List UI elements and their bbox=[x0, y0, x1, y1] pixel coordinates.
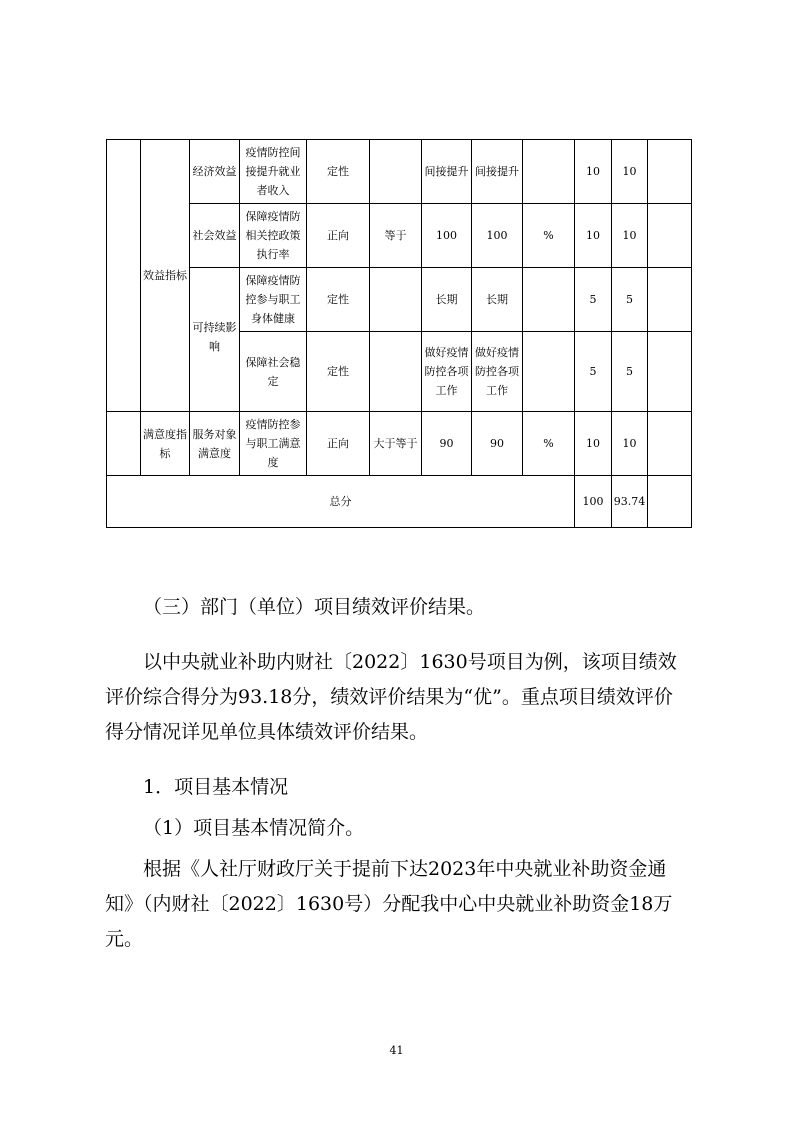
weight-cell: 5 bbox=[575, 268, 612, 332]
actual-cell: 100 bbox=[472, 204, 523, 268]
total-row bbox=[107, 476, 692, 528]
target-cell: 间接提升 bbox=[422, 140, 472, 204]
empty-cell bbox=[648, 332, 692, 412]
empty-cell bbox=[648, 476, 692, 528]
empty-cell bbox=[648, 140, 692, 204]
operator-cell: 大于等于 bbox=[370, 412, 422, 476]
list-item-heading: 1．项目基本情况 bbox=[143, 776, 289, 798]
weight-cell: 10 bbox=[575, 412, 612, 476]
total-label-cell: 总分 bbox=[107, 476, 575, 528]
table-row bbox=[107, 412, 692, 476]
operator-cell bbox=[370, 268, 422, 332]
empty-cell bbox=[648, 412, 692, 476]
category-cell: 效益指标 bbox=[141, 140, 190, 412]
indicator-cell: 保障社会稳定 bbox=[240, 332, 307, 412]
target-cell: 长期 bbox=[422, 268, 472, 332]
empty-cell bbox=[648, 204, 692, 268]
operator-cell: 等于 bbox=[370, 204, 422, 268]
operator-cell bbox=[370, 332, 422, 412]
target-cell: 90 bbox=[422, 412, 472, 476]
unit-cell: % bbox=[523, 204, 575, 268]
category-cell: 满意度指标 bbox=[141, 412, 190, 476]
operator-cell bbox=[370, 140, 422, 204]
sub-indicator-cell: 服务对象满意度 bbox=[190, 412, 240, 476]
nature-cell: 定性 bbox=[307, 268, 370, 332]
table-row bbox=[107, 268, 692, 332]
target-cell: 100 bbox=[422, 204, 472, 268]
sub-indicator-cell: 可持续影响 bbox=[190, 268, 240, 412]
unit-cell bbox=[523, 332, 575, 412]
actual-cell: 间接提升 bbox=[472, 140, 523, 204]
score-cell: 10 bbox=[612, 140, 648, 204]
unit-cell bbox=[523, 268, 575, 332]
total-score-cell: 93.74 bbox=[612, 476, 648, 528]
table-row bbox=[107, 140, 692, 204]
score-cell: 5 bbox=[612, 332, 648, 412]
indicator-cell: 疫情防控间接提升就业者收入 bbox=[240, 140, 307, 204]
indicator-cell: 保障疫情防控参与职工身体健康 bbox=[240, 268, 307, 332]
empty-cell bbox=[648, 268, 692, 332]
sub-item-heading: （1）项目基本情况简介。 bbox=[143, 817, 365, 839]
nature-cell: 定性 bbox=[307, 332, 370, 412]
score-cell: 10 bbox=[612, 204, 648, 268]
empty-cell bbox=[107, 412, 141, 476]
target-cell: 做好疫情防控各项工作 bbox=[422, 332, 472, 412]
weight-cell: 5 bbox=[575, 332, 612, 412]
page-number: 41 bbox=[389, 1044, 404, 1057]
indicator-cell: 疫情防控参与职工满意度 bbox=[240, 412, 307, 476]
unit-cell bbox=[523, 140, 575, 204]
score-cell: 10 bbox=[612, 412, 648, 476]
section-heading: （三）部门（单位）项目绩效评价结果。 bbox=[143, 596, 486, 618]
total-weight-cell: 100 bbox=[575, 476, 612, 528]
unit-cell: % bbox=[523, 412, 575, 476]
sub-indicator-cell: 社会效益 bbox=[190, 204, 240, 268]
actual-cell: 长期 bbox=[472, 268, 523, 332]
nature-cell: 定性 bbox=[307, 140, 370, 204]
performance-indicator-table bbox=[106, 139, 692, 528]
weight-cell: 10 bbox=[575, 140, 612, 204]
weight-cell: 10 bbox=[575, 204, 612, 268]
sub-indicator-cell: 经济效益 bbox=[190, 140, 240, 204]
nature-cell: 正向 bbox=[307, 204, 370, 268]
nature-cell: 正向 bbox=[307, 412, 370, 476]
table-row bbox=[107, 204, 692, 268]
paragraph: 根据《人社厅财政厅关于提前下达2023年中央就业补助资金通知》（内财社〔2022〕1630号）分配我中心中央就业补助资金18万元。 bbox=[105, 858, 673, 950]
paragraph: 以中央就业补助内财社〔2022〕1630号项目为例，该项目绩效评价综合得分为93.18分，绩效评价结果为“优”。重点项目绩效评价得分情况详见单位具体绩效评价结果。 bbox=[105, 651, 677, 743]
actual-cell: 90 bbox=[472, 412, 523, 476]
indicator-cell: 保障疫情防相关控政策执行率 bbox=[240, 204, 307, 268]
empty-cell bbox=[107, 140, 141, 412]
score-cell: 5 bbox=[612, 268, 648, 332]
actual-cell: 做好疫情防控各项工作 bbox=[472, 332, 523, 412]
